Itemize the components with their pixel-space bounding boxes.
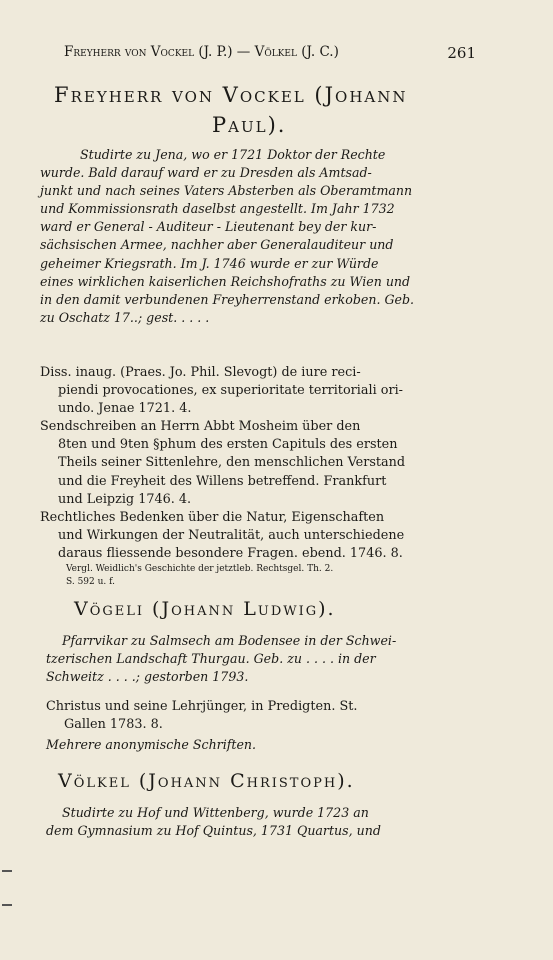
work-item [40, 418, 470, 508]
closing-line-voegeli [46, 736, 256, 754]
bio-line: tzerischen Landschaft Thurgau. Geb. zu . . . . in der [46, 651, 376, 667]
bio-line: und Kommissionsrath daselbst angestellt. Im Jahr 1732 [40, 201, 395, 217]
running-head-text: Freyherr von Vockel (J. P.) — Völkel (J. C.) [64, 44, 339, 60]
entry-title-voelkel [58, 766, 498, 796]
bio-line: geheimer Kriegsrath. Im J. 1746 wurde er zur Würde [40, 255, 379, 271]
works-list-voegeli [46, 698, 476, 734]
margin-mark [2, 870, 12, 872]
reference-note: S. 592 u. f. [66, 577, 115, 588]
bio-line: Schweitz . . . .; gestorben 1793. [46, 669, 249, 685]
anonymous-writings-note: Mehrere anonymische Schriften. [46, 737, 257, 752]
entry-title-line: Vögeli (Johann Ludwig). [74, 598, 336, 620]
work-item [40, 364, 470, 418]
work-line: 8ten und 9ten §phum des ersten Capituls des ersten [58, 437, 398, 453]
bio-line: ward er General - Auditeur - Lieutenant bey der kur- [40, 219, 377, 235]
entry-title-vockel [54, 80, 494, 140]
work-line: und Wirkungen der Neutralität, auch unterschiedene [58, 527, 405, 543]
entry-title-line: Paul). [212, 113, 287, 137]
bio-line: Pfarrvikar zu Salmsech am Bodensee in der Schwei- [62, 633, 397, 648]
entry-title-line: Freyherr von Vockel (Johann [54, 83, 408, 107]
work-line: Sendschreiben an Herrn Abbt Mosheim über den [40, 419, 361, 435]
work-line: und die Freyheit des Willens betreffend. Frankfurt [58, 473, 387, 489]
work-line: Theils seiner Sittenlehre, den menschlichen Verstand [58, 455, 406, 471]
bio-line: dem Gymnasium zu Hof Quintus, 1731 Quartus, und [46, 823, 381, 839]
entry-title-line: Völkel (Johann Christoph). [58, 770, 355, 792]
page-number: 261 [447, 44, 476, 62]
bio-line: sächsischen Armee, nachher aber Generalauditeur und [40, 237, 394, 253]
bio-line: Studirte zu Hof und Wittenberg, wurde 1723 an [62, 805, 369, 820]
bio-line: Studirte zu Jena, wo er 1721 Doktor der Rechte [80, 147, 386, 162]
work-line: piendi provocationes, ex superioritate territoriali ori- [58, 383, 403, 399]
work-line: Christus und seine Lehrjünger, in Predigten. St. [46, 699, 358, 714]
bio-line: wurde. Bald darauf ward er zu Dresden als Amtsad- [40, 165, 372, 181]
works-list-vockel [40, 364, 470, 589]
entry-title-voegeli [74, 594, 514, 624]
bio-line: in den damit verbundenen Freyherrenstand erkoben. Geb. [40, 291, 415, 307]
work-line: daraus fliessende besondere Fragen. ebend. 1746. 8. [58, 545, 403, 561]
work-item [40, 509, 470, 589]
work-item [46, 698, 476, 734]
biography-vockel [40, 146, 414, 327]
margin-mark [2, 904, 12, 906]
bio-line: zu Oschatz 17..; gest. . . . . [40, 309, 210, 325]
work-line: Gallen 1783. 8. [64, 717, 163, 733]
work-line: Rechtliches Bedenken über die Natur, Eigenschaften [40, 509, 385, 525]
work-line: und Leipzig 1746. 4. [58, 491, 192, 507]
biography-voegeli [46, 632, 396, 686]
biography-voelkel [46, 804, 381, 840]
work-line: Diss. inaug. (Praes. Jo. Phil. Slevogt) de iure reci- [40, 365, 361, 380]
work-line: undo. Jenae 1721. 4. [58, 401, 192, 417]
bio-line: eines wirklichen kaiserlichen Reichshofraths zu Wien und [40, 273, 411, 289]
bio-line: junkt und nach seines Vaters Absterben als Oberamtmann [40, 183, 413, 199]
reference-note: Vergl. Weidlich's Geschichte der jetztleb. Rechtsgel. Th. 2. [66, 564, 334, 575]
running-head [64, 44, 476, 60]
